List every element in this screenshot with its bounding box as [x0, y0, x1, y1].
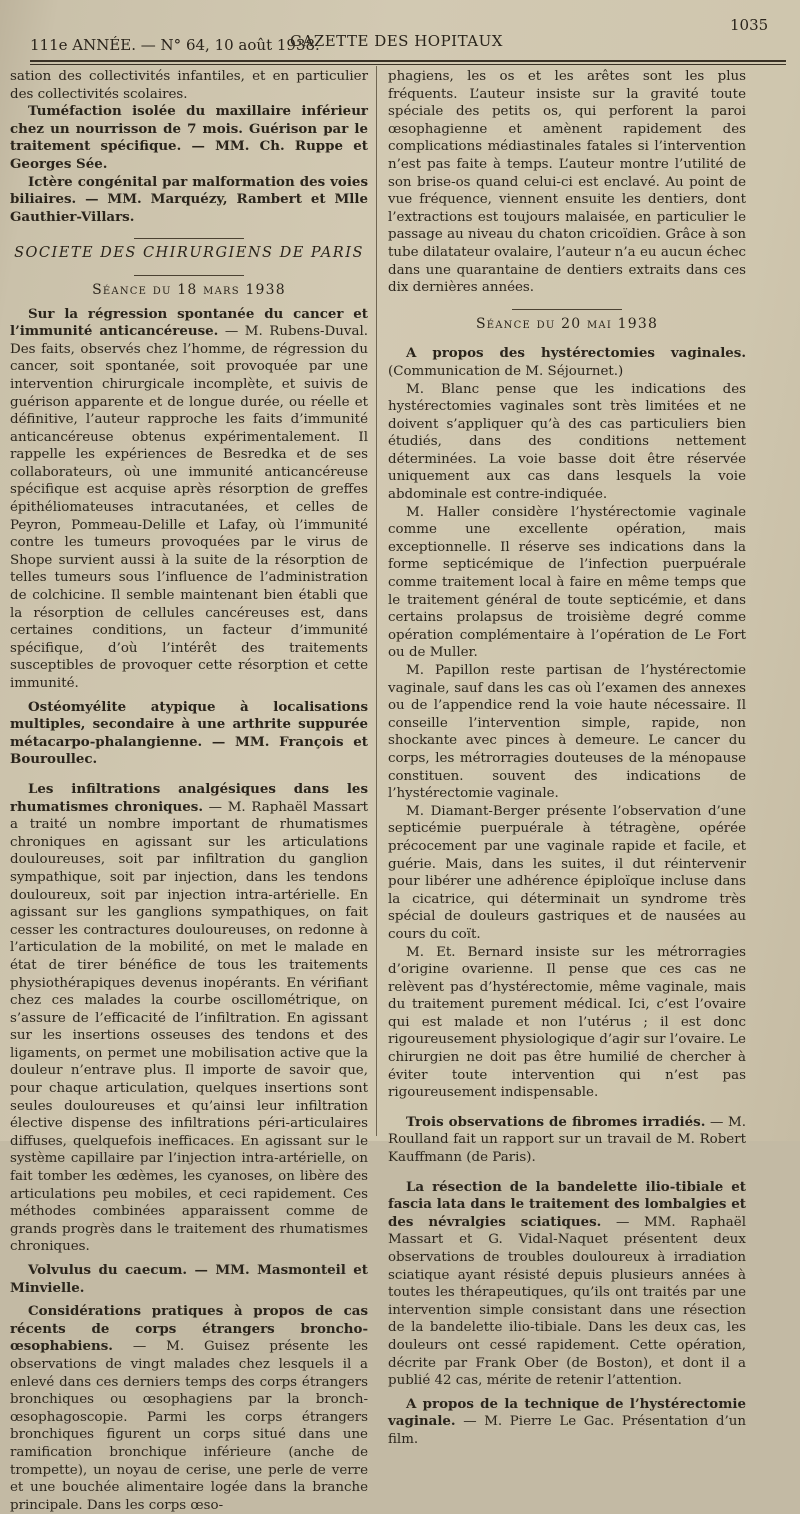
article-title: A propos de la technique de l’hystérectomie vaginale. [388, 1395, 746, 1430]
article-title: Considérations pratiques à propos de cas récents de corps étrangers broncho-œsophabiens. [10, 1303, 368, 1355]
session-heading: Séance du 18 mars 1938 [92, 281, 286, 298]
article [388, 1396, 746, 1449]
page-number: 1035 [730, 16, 769, 34]
article [10, 306, 368, 693]
article-body: présentent deux observations de troubles douloureux à irradiation sciatique ayant résisté depuis plusieurs années à toutes les thérapeutiques, qu’ils ont traités par une intervention simple consistant dans une résection de la bandelette ilio-tibiale. Dans les deux cas, les douleurs ont cessé rapidement. Cette opération, décrite par Frank Ober (de Boston), et dont il a publié 42 cas, mérite de retenir l’attention. [388, 1232, 746, 1389]
discussion-paragraph: M. Haller considère l’hystérectomie vaginale comme une excellente opération, mais exceptionnelle. Il réserve ses indications dans la forme septicémique de l’infection puerpuérale comme traitement local à faire en même temps que le traitement général de toute septicémie, et dans certains prolapsus de troisième degré comme opération complémentaire à l’opération de Le Fort ou de Muller. [388, 504, 746, 661]
article-title: Tuméfaction isolée du maxillaire inférieur chez un nourrisson de 7 mois. Guérison par le traitement spécifique. — MM. Ch. Ruppe et Georges Sée. [10, 103, 368, 172]
article-title: La résection de la bandelette ilio-tibiale et fascia lata dans le traitement des lombalgies et des névralgies sciatiques. [388, 1178, 746, 1230]
continued-text: phagiens, les os et les arêtes sont les plus fréquents. L’auteur insiste sur la gravité toute spéciale des petits os, qui perforent la paroi œsophagienne et amènent rapidement des complications médiastinales fatales si l’intervention n’est pas faite à temps. L’auteur montre l’utilité de son brise-os quand celui-ci est enclavé. Au point de vue fréquence, viennent ensuite les dentiers, dont l’extractions est toujours malaisée, en particulier le passage au niveau du chaton cricoïdien. Grâce à son tube dilatateur ovalaire, l’auteur n’a eu aucun échec dans une quarantaine de dentiers extraits dans ces dix dernières années. [388, 69, 746, 296]
article-authors: — M. Raphaël Massart [203, 799, 368, 815]
continued-text: sation des collectivités infantiles, et en particulier des collectivités scolaires. [10, 69, 368, 102]
article-title: Les infiltrations analgésiques dans les rhumatismes chroniques. [10, 780, 368, 815]
article [10, 781, 368, 1256]
header-rule [30, 60, 786, 65]
article-body: — M. Pierre Le Gac. Présentation d’un film. [388, 1414, 746, 1447]
column-divider [376, 66, 377, 1136]
article-body: présente les observations de vingt malades chez lesquels il a enlevé dans ces derniers temps des corps étrangers bronchiques ou œsophagiens par la bronch-œsophagoscopie. Parmi les corps étrangers bronchiques figurent un corps situé dans une ramification bronchique inférieure (anche de trompette), un noyau de cerise, une perle de verre et une bouchée alimentaire logée dans la branche principale. Dans les corps œso- [10, 1339, 368, 1513]
article-authors: — M. Guisez [112, 1339, 250, 1355]
article-title: A propos des hystérectomies vaginales. [406, 345, 746, 362]
article-title: Sur la régression spontanée du cancer et l’immunité anticancéreuse. [10, 305, 368, 340]
right-column [388, 68, 746, 1449]
session-heading: Séance du 20 mai 1938 [475, 315, 659, 332]
article-body: fait un rapport sur un travail de M. Robert Kauffmann (de Paris). [388, 1132, 746, 1166]
article-body: a traité un nombre important de rhumatismes chroniques en agissant sur les articulations douloureuses, soit par infiltration du ganglion sympathique, soit par injection, dans les tendons douloureux, soit par injection intra-artérielle. En agissant sur les ganglions sympathiques, on fait cesser les contractures douloureuses, on redonne à l’articulation de la mobilité, on met le malade en état de tirer bénéfice de tous les traitements physiothérapiques devenus inopérants. En vérifiant chez ces malades la courbe oscillométrique, on s’assure de l’efficacité de l’infiltration. En agissant sur les insertions osseuses des tendons et des ligaments, on permet une mobilisation active que la douleur n’entrave plus. Il importe de savoir que, pour chaque articulation, quelques insertions sont seules douloureuses et qu’ainsi leur infiltration élective dispense des infiltrations péri-articulaires diffuses, quelquefois inefficaces. En agissant sur le système capillaire par l’injection intra-artérielle, on fait tomber les œdèmes, les cyanoses, on libère des articulations peu mobiles, et ceci rapidement. Ces méthodes combinées apparaissent comme de grands progrès dans le traitement des rhumatismes chroniques. [10, 817, 368, 1255]
article-title: Trois observations de fibromes irradiés. [406, 1113, 706, 1130]
page-header [30, 14, 786, 54]
article [388, 345, 746, 380]
discussion-paragraph: M. Diamant-Berger présente l’observation d’une septicémie puerpuérale à tétragène, opérée précocement par une vaginale rapide et facile, et guérie. Mais, dans les suites, il dut réintervenir pour libérer une adhérence épiploïque incluse dans la cicatrice, qui déterminait un syndrome très spécial de douleurs gastriques et de nausées au cours du coït. [388, 803, 746, 942]
discussion-paragraph: M. Et. Bernard insiste sur les métrorragies d’origine ovarienne. Il pense que ces cas ne relèvent pas d’hystérectomie, même vaginale, mais du traitement purement médical. Ici, c’est l’ovaire qui est malade et non l’utérus ; il est donc rigoureusement physiologique d’agir sur l’ovaire. Le chirurgien ne doit pas être humilié de chercher à éviter toute intervention qui n’est pas rigoureusement indispensable. [388, 944, 746, 1101]
article-body: Des faits, observés chez l’homme, de régression du cancer, soit spontanée, soit provoquée par une intervention chirurgicale incomplète, et suivis de guérison apparente et de longue durée, ou réelle et définitive, l’auteur rapproche les faits d’immunité anticancéreuse obtenus expérimentalement. Il rappelle les expériences de Besredka et de ses collaborateurs, où une immunité anticancéreuse spécifique est acquise après résorption de greffes épithéliomateuses intracutanées, et celles de Peyron, Pommeau-Delille et Lafay, où l’immunité contre les tumeurs provoquées par le virus de Shope survient aussi à la suite de la résorption de telles tumeurs sous l’influence de l’administration de colchicine. Il semble maintenant bien établi que la résorption de cellules cancéreuses est, dans certaines conditions, un facteur d’immunité spécifique, d’où l’intérêt des traitements susceptibles de provoquer cette résorption et cette immunité. [10, 341, 368, 691]
article-authors: — MM. Raphaël Massart et G. Vidal-Naquet [388, 1214, 746, 1248]
article-title: Ictère congénital par malformation des voies biliaires. — MM. Marquézy, Rambert et Mlle Gauthier-Villars. [10, 173, 368, 225]
discussion-paragraph: M. Blanc pense que les indications des hystérectomies vaginales sont très limitées et ne doivent s’appliquer qu’à des cas particuliers bien étudiés, dans des conditions nettement déterminées. La voie basse doit être réservée uniquement aux cas dans lesquels la voie abdominale est contre-indiquée. [388, 381, 746, 503]
article-authors: — M. Roulland [388, 1114, 746, 1148]
article-title: Volvulus du caecum. — MM. Masmonteil et Minvielle. [10, 1262, 368, 1296]
article-body: (Communication de M. Séjournet.) [388, 363, 624, 379]
society-heading: SOCIETE DES CHIRURGIENS DE PARIS [14, 245, 364, 262]
left-column [10, 68, 368, 1514]
article-authors: — M. Rubens-Duval. [218, 324, 368, 340]
journal-title: GAZETTE DES HOPITAUX [290, 32, 503, 50]
issue-line: 111e ANNÉE. — N° 64, 10 août 1938. [30, 36, 320, 54]
discussion-paragraph: M. Papillon reste partisan de l’hystérectomie vaginale, sauf dans les cas où l’examen des annexes ou de l’appendice rend la voie haute nécessaire. Il conseille l’intervention simple, rapide, non shockante avec pinces à demeure. Le cancer du corps, les métrorragies douteuses de la ménopause constituen. souvent des indications de l’hystérectomie vaginale. [388, 663, 746, 802]
article-title: Ostéomyélite atypique à localisations multiples, secondaire à une arthrite suppurée métacarpo-phalangienne. — MM. François et Bouroullec. [10, 698, 368, 768]
article [388, 1179, 746, 1390]
article [388, 1114, 746, 1167]
article [10, 1303, 368, 1514]
